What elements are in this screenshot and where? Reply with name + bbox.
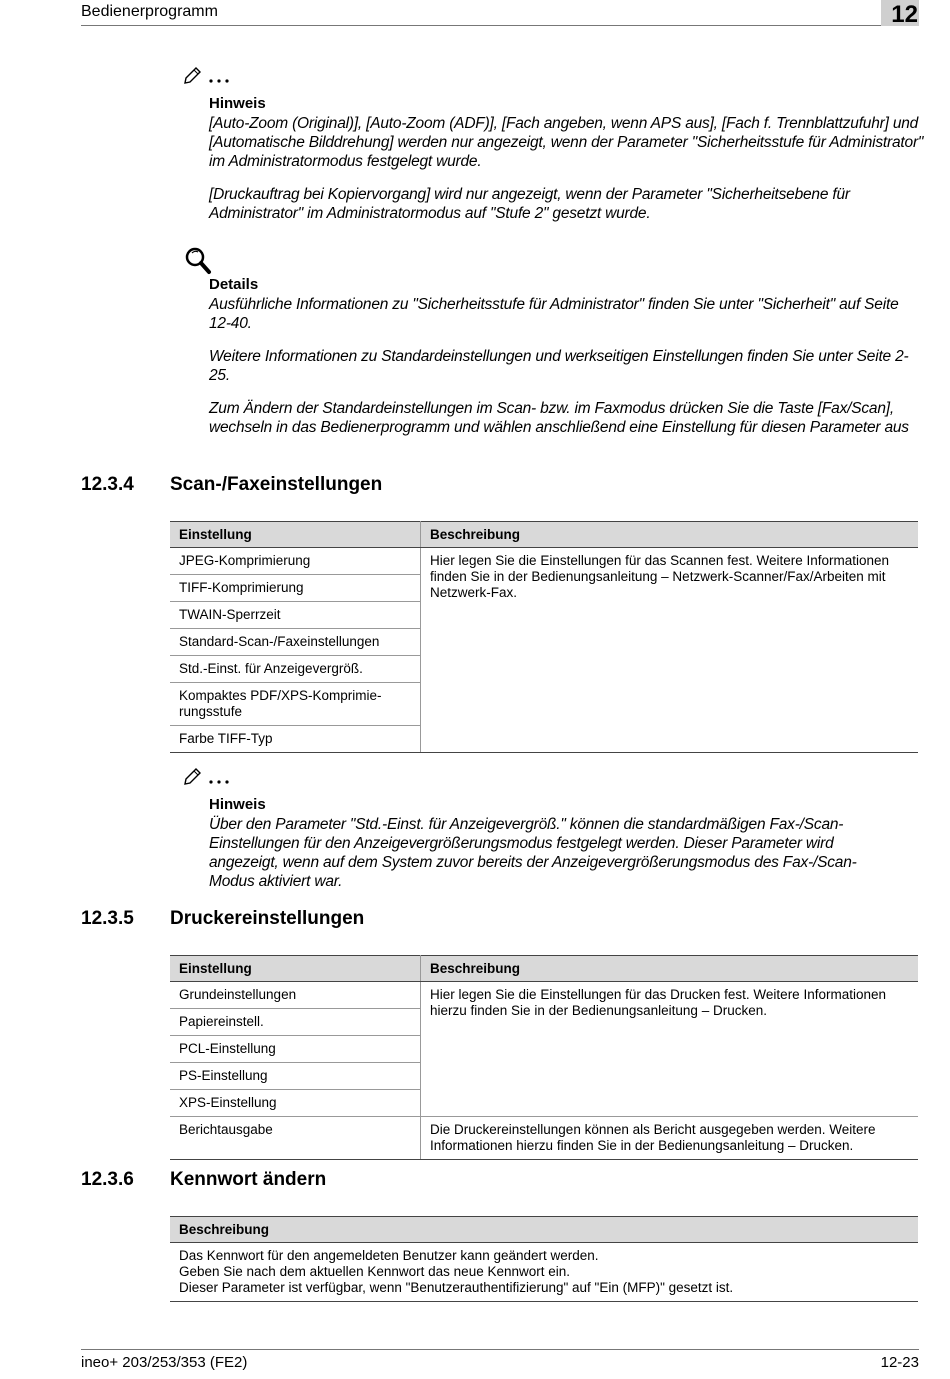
footer-page-number: 12-23 (880, 1354, 919, 1371)
table-cell: Papiereinstell. (170, 1009, 421, 1036)
description-cell: Hier legen Sie die Einstellungen für das Drucken fest. Weitere Informationen hierzu finden Sie in der Bedienungsanleitung – Drucken. (421, 982, 919, 1117)
magnifier-icon (184, 246, 214, 276)
chapter-number: 12 (881, 0, 919, 26)
printer-settings-table (170, 955, 918, 1160)
footer-rule (81, 1349, 919, 1350)
description-line: Geben Sie nach dem aktuellen Kennwort das neue Kennwort ein. (179, 1264, 571, 1279)
description-line: Dieser Parameter ist verfügbar, wenn "Benutzerauthentifizierung" auf "Ein (MFP)" gesetzt ist. (179, 1280, 734, 1295)
column-header: Beschreibung (421, 956, 919, 982)
table-cell: Grundeinstellungen (170, 982, 421, 1009)
table-cell: PS-Einstellung (170, 1063, 421, 1090)
section-heading: 12.3.5 Druckereinstellungen (81, 908, 365, 929)
note-label: Hinweis (209, 796, 266, 813)
table-cell: Standard-Scan-/Faxeinstellungen (170, 629, 421, 656)
details-paragraph: Ausführliche Informationen zu "Sicherheitsstufe für Administrator" finden Sie unter "Sicherheit" auf Seite 12-40. (209, 296, 899, 332)
table-cell: Farbe TIFF-Typ (170, 726, 421, 753)
note-label: Hinweis (209, 95, 266, 112)
column-header: Einstellung (170, 522, 421, 548)
description-cell: Hier legen Sie die Einstellungen für das Scannen fest. Weitere Informationen finden Sie in der Bedienungsanleitung – Netzwerk-Scanner/Fax/Arbeiten mit Netzwerk-Fax. (421, 548, 919, 753)
description-line: Das Kennwort für den angemeldeten Benutzer kann geändert werden. (179, 1248, 599, 1263)
pencil-note-icon (184, 765, 232, 785)
section-heading: 12.3.4 Scan-/Faxeinstellungen (81, 474, 383, 495)
table-cell: TIFF-Komprimierung (170, 575, 421, 602)
table-cell: Std.-Einst. für Anzeigevergröß. (170, 656, 421, 683)
section-heading: 12.3.6 Kennwort ändern (81, 1169, 327, 1190)
scan-settings-table (170, 521, 918, 753)
note-paragraph: [Auto-Zoom (Original)], [Auto-Zoom (ADF)], [Fach angeben, wenn APS aus], [Fach f. Trennblattzufuhr] und [Automatische Bilddrehung] werden nur angezeigt, wenn der Parameter "Sicherheitsstufe für Administrator" im Administratormodus festgelegt wurde. (209, 115, 924, 170)
table-cell: Kompaktes PDF/XPS-Komprimie-rungsstufe (170, 683, 421, 726)
table-cell: PCL-Einstellung (170, 1036, 421, 1063)
column-header: Einstellung (170, 956, 421, 982)
note-paragraph: [Druckauftrag bei Kopiervorgang] wird nur angezeigt, wenn der Parameter "Sicherheitsebene für Administrator" im Administratormodus auf "Stufe 2" gesetzt wurde. (209, 186, 850, 222)
note-paragraph: Über den Parameter "Std.-Einst. für Anzeigevergröß." können die standardmäßigen Fax-/Scan-Einstellungen für den Anzeigevergrößerungsmodus festgelegt werden. Dieser Parameter wird angezeigt, wenn auf dem System zuvor bereits der Anzeigevergrößerungsmodus des Fax-/Scan-Modus aktiviert war. (209, 816, 857, 890)
table-cell: XPS-Einstellung (170, 1090, 421, 1117)
column-header: Beschreibung (170, 1217, 918, 1243)
header-title: Bedienerprogramm (81, 3, 218, 20)
details-paragraph: Zum Ändern der Standardeinstellungen im Scan- bzw. im Faxmodus drücken Sie die Taste [Fax/Scan], wechseln in das Bedienerprogramm und wählen anschließend eine Einstellung für diesen Parameter aus (209, 400, 909, 436)
pencil-note-icon (184, 64, 232, 84)
password-table (170, 1216, 918, 1302)
footer-product: ineo+ 203/253/353 (FE2) (81, 1354, 248, 1371)
column-header: Beschreibung (421, 522, 919, 548)
details-label: Details (209, 276, 259, 293)
details-paragraph: Weitere Informationen zu Standardeinstellungen und werkseitigen Einstellungen finden Sie unter Seite 2-25. (209, 348, 909, 384)
table-cell: TWAIN-Sperrzeit (170, 602, 421, 629)
table-cell: Berichtausgabe (170, 1117, 421, 1160)
description-cell: Die Druckereinstellungen können als Bericht ausgegeben werden. Weitere Informationen hierzu finden Sie in der Bedienungsanleitung – Drucken. (421, 1117, 919, 1160)
table-cell: JPEG-Komprimierung (170, 548, 421, 575)
description-cell (170, 1243, 918, 1302)
header-rule (81, 25, 886, 26)
